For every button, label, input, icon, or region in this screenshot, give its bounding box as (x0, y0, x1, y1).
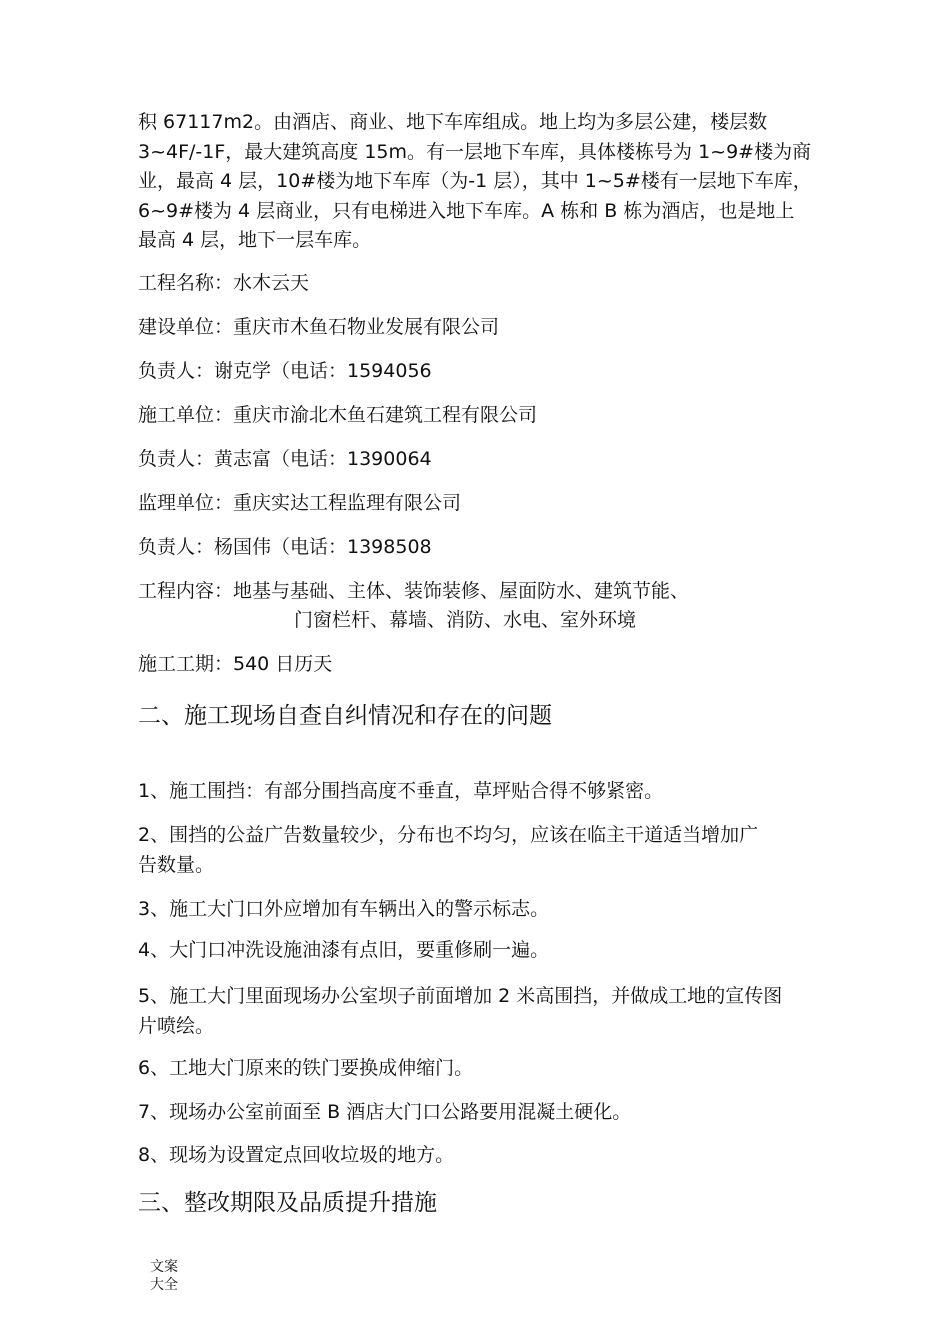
issue-text: 5、施工大门里面现场办公室坝子前面增加 2 米高围挡，并做成工地的宣传图 (138, 985, 783, 1007)
issue-item-5 (138, 981, 828, 1041)
issue-text: 4、大门口冲洗设施油漆有点旧，要重修刷一遍。 (138, 939, 550, 961)
project-name: 工程名称：水木云天 (138, 272, 310, 294)
overview-line: 最高 4 层，地下一层车库。 (138, 229, 372, 251)
developer-contact: 负责人：谢克学（电话：1594056 (138, 360, 432, 382)
contractor-unit: 施工单位：重庆市渝北木鱼石建筑工程有限公司 (138, 404, 538, 426)
issue-item-7 (138, 1097, 828, 1127)
overview-line: 业，最高 4 层，10#楼为地下车库（为-1 层），其中 1~5#楼有一层地下车库， (138, 170, 812, 192)
overview-line: 6~9#楼为 4 层商业，只有电梯进入地下车库。A 栋和 B 栋为酒店，也是地上 (138, 199, 795, 222)
issue-text: 告数量。 (138, 854, 215, 876)
supervisor-unit: 监理单位：重庆实达工程监理有限公司 (138, 492, 462, 514)
overview-line: 3~4F/-1F，最大建筑高度 15m。有一层地下车库，具体楼栋号为 1~9#楼为商 (138, 140, 812, 163)
contractor-contact: 负责人：黄志富（电话：1390064 (138, 448, 432, 470)
section-2-heading: 二、施工现场自查自纠情况和存在的问题 (138, 703, 552, 729)
overview-line: 积 67117m2。由酒店、商业、地下车库组成。地上均为多层公建，楼层数 (138, 111, 768, 133)
issue-item-2 (138, 820, 828, 880)
section-3-heading: 三、整改期限及品质提升措施 (138, 1190, 437, 1216)
footer-line: 大全 (150, 1277, 178, 1293)
issue-item-6 (138, 1053, 828, 1083)
issue-item-8 (138, 1140, 828, 1170)
issue-text: 片喷绘。 (138, 1015, 215, 1037)
construction-duration: 施工工期：540 日历天 (138, 653, 333, 675)
supervisor-contact: 负责人：杨国伟（电话：1398508 (138, 536, 432, 558)
project-overview-paragraph (138, 108, 828, 256)
footer-line: 文案 (150, 1259, 178, 1275)
issue-text: 2、围挡的公益广告数量较少，分布也不均匀，应该在临主干道适当增加广 (138, 824, 759, 846)
issue-text: 8、现场为设置定点回收垃圾的地方。 (138, 1144, 455, 1166)
project-scope-line2: 门窗栏杆、幕墙、消防、水电、室外环境 (294, 609, 637, 631)
issue-item-4 (138, 935, 828, 965)
issue-text: 7、现场办公室前面至 B 酒店大门口公路要用混凝土硬化。 (138, 1101, 632, 1123)
issue-item-1 (138, 776, 828, 806)
page-footer-mark (150, 1258, 178, 1294)
issue-text: 3、施工大门口外应增加有车辆出入的警示标志。 (138, 898, 550, 920)
issue-text: 6、工地大门原来的铁门要换成伸缩门。 (138, 1057, 474, 1079)
issue-item-3 (138, 894, 828, 924)
issue-text: 1、施工围挡：有部分围挡高度不垂直，草坪贴合得不够紧密。 (138, 780, 664, 802)
developer-unit: 建设单位：重庆市木鱼石物业发展有限公司 (138, 316, 500, 338)
project-scope-line1: 工程内容：地基与基础、主体、装饰装修、屋面防水、建筑节能、 (138, 580, 690, 602)
